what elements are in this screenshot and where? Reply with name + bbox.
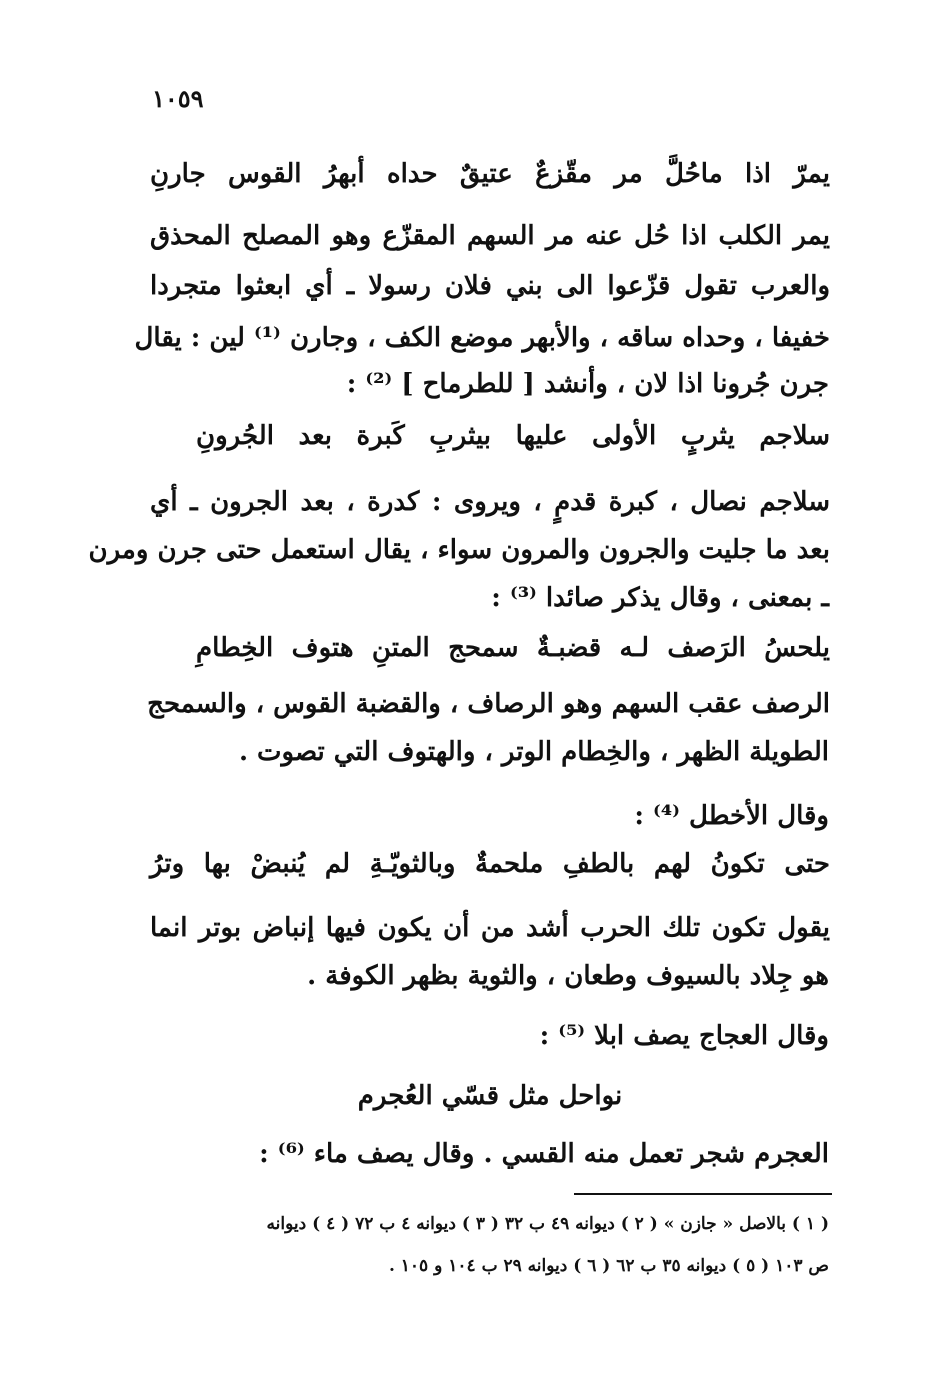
verse-line: يلحسُ الرَصف لـه قضبـةٌ سمحج المتنِ هتوف الخِطامِ: [196, 633, 830, 663]
text-line: وقال الأخطل ⁽⁴⁾ :: [634, 801, 829, 831]
text-line: الرصف عقب السهم وهو الرصاف ، والقضبة القوس ، والسمحج: [147, 689, 830, 719]
page-number: ١٠٥٩: [152, 84, 204, 113]
text-line: وقال العجاج يصف ابلا ⁽⁵⁾ :: [539, 1021, 829, 1051]
text-line: بعد ما جليت والجرون والمرون سواء ، يقال استعمل حتى جرن ومرن: [88, 535, 830, 565]
verse-line: نواحل مثل قسّي العُجرم: [357, 1081, 623, 1111]
verse-line: سلاجم يثربٍ الأولى عليها بيثربِ كَبرة بعد الجُرونِ: [196, 421, 830, 451]
verse-line: يمرّ اذا ماحُلَّ مر مقّزعٌ عتيقٌ حداه أبهرُ القوس جارنِ: [150, 159, 830, 189]
text-line: يقول تكون تلك الحرب أشد من أن يكون فيها إنباض بوتر انما: [150, 913, 830, 943]
text-line: هو جِلاد بالسيوف وطعان ، والثوية بظهر الكوفة .: [307, 961, 829, 991]
text-line: الطويلة الظهر ، والخِطام الوتر ، والهتوف التي تصوت .: [238, 737, 829, 767]
footnote-line: ( ١ ) بالاصل « جازن » ( ٢ ) ديوانه ٤٩ ب ٣٢ ( ٣ ) ديوانه ٤ ب ٧٢ ( ٤ ) ديوانه: [266, 1214, 829, 1234]
text-line: ـ بمعنى ، وقال يذكر صائدا ⁽³⁾ :: [491, 583, 829, 613]
text-line: سلاجم نصال ، كبرة قدمٍ ، ويروى : كدرة ، بعد الجرون ـ أي: [150, 487, 830, 517]
footnote-line: ص ١٠٣ ( ٥ ) ديوانه ٣٥ ب ٦٢ ( ٦ ) ديوانه ٢٩ ب ١٠٤ و ١٠٥ .: [388, 1256, 829, 1276]
footnote-divider: [574, 1193, 832, 1195]
text-line: والعرب تقول قزّعوا الى بني فلان رسولا ـ أي ابعثوا متجردا: [150, 271, 830, 301]
text-line: العجرم شجر تعمل منه القسي . وقال يصف ماء ⁽⁶⁾ :: [259, 1139, 829, 1169]
text-line: يمر الكلب اذا حُل عنه مر السهم المقزّع وهو المصلح المحذق: [150, 221, 830, 251]
text-line: خفيفا ، وحداه ساقه ، والأبهر موضع الكف ، وجارن ⁽¹⁾ لين : يقال: [134, 323, 830, 353]
verse-line: حتى تكونُ لهم بالطفِ ملحمةٌ وبالثويّـةِ لم يُنبضْ بها وترُ: [150, 849, 830, 879]
text-line: جرن جُرونا اذا لان ، وأنشد [ للطرماح ] ⁽²⁾ :: [346, 369, 829, 399]
